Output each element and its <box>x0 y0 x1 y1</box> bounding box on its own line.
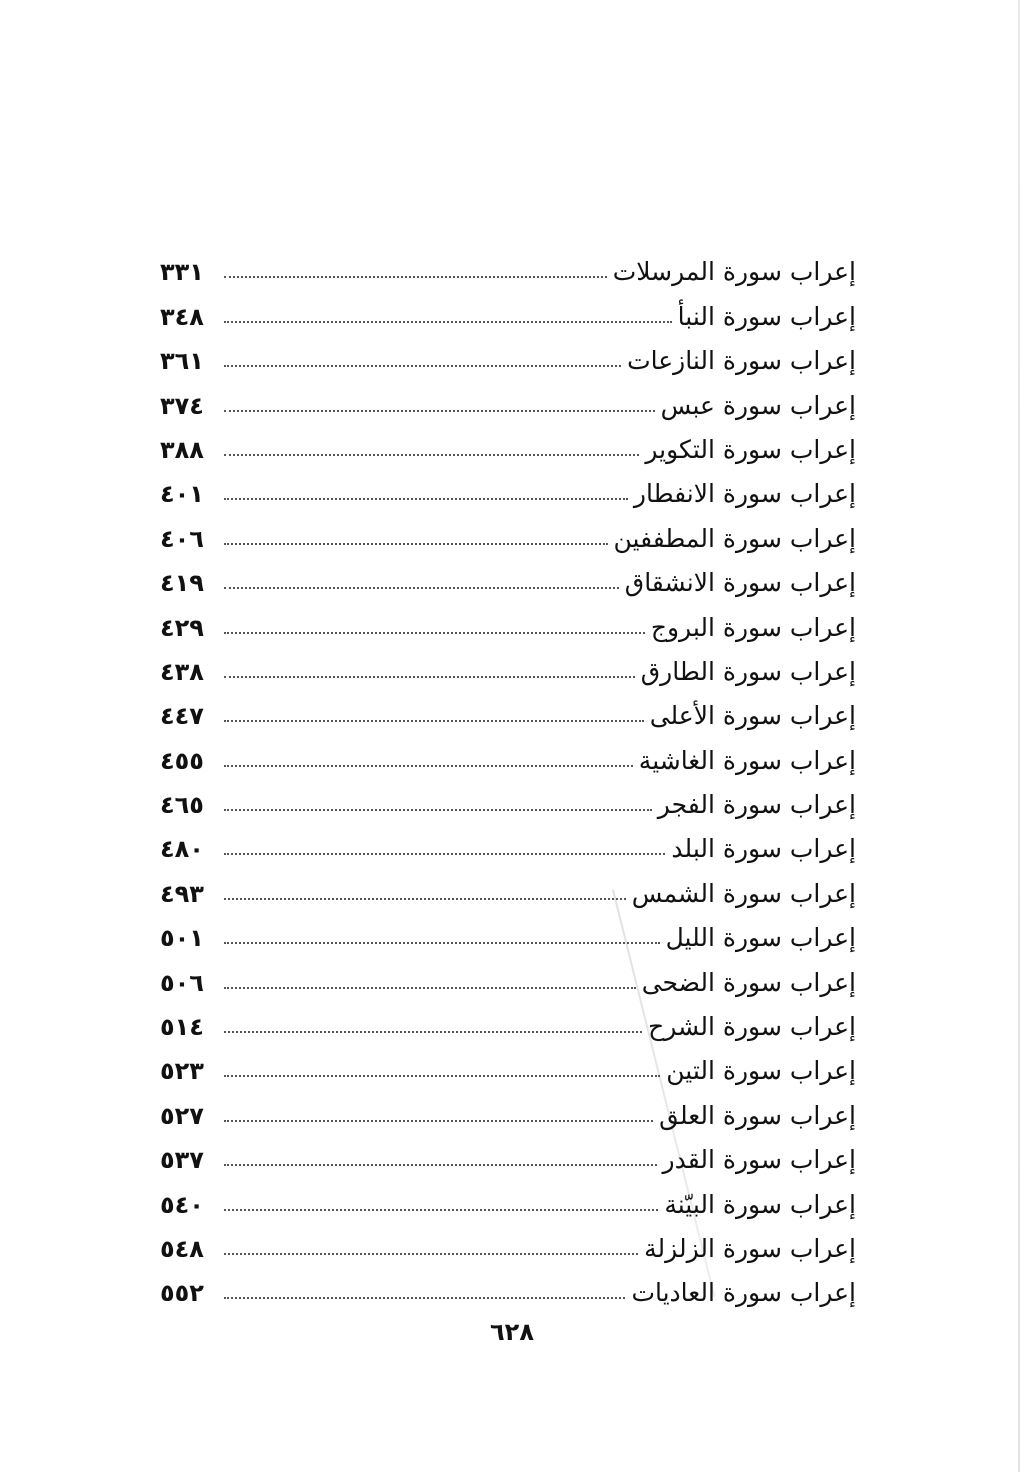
toc-entry <box>160 954 856 998</box>
toc-leader-dots <box>224 1030 642 1033</box>
toc-entry-title: إعراب سورة البيّنة <box>664 1189 856 1219</box>
toc-leader-dots <box>224 631 645 634</box>
toc-entry-title: إعراب سورة العاديات <box>631 1278 856 1308</box>
toc-leader-dots <box>224 497 628 500</box>
toc-entry-page: ٤٦٥ <box>160 791 204 820</box>
toc-entry <box>160 732 856 776</box>
toc-leader-dots <box>224 808 652 811</box>
toc-entry-page: ٤٨٠ <box>160 835 204 864</box>
toc-entry-page: ٣٨٨ <box>160 435 204 464</box>
toc-entry <box>160 777 856 821</box>
toc-entry <box>160 1132 856 1176</box>
toc-entry <box>160 688 856 732</box>
toc-entry <box>160 555 856 599</box>
toc-entry <box>160 1265 856 1309</box>
toc-entry-title: إعراب سورة الشمس <box>631 878 856 908</box>
toc-entry <box>160 333 856 377</box>
toc-leader-dots <box>224 1074 660 1077</box>
toc-leader-dots <box>224 275 607 278</box>
toc-entry-page: ٣٦١ <box>160 347 204 376</box>
toc-entry <box>160 644 856 688</box>
toc-entry-page: ٤٢٩ <box>160 613 204 642</box>
toc-entry-page: ٤٠٦ <box>160 524 204 553</box>
toc-leader-dots <box>224 586 619 589</box>
toc-entry-page: ٥٤٨ <box>160 1234 204 1263</box>
toc-entry <box>160 466 856 510</box>
toc-entry <box>160 377 856 421</box>
toc-leader-dots <box>224 764 633 767</box>
toc-entry-page: ٤٣٨ <box>160 657 204 686</box>
table-of-contents <box>160 244 856 1309</box>
toc-entry-title: إعراب سورة القدر <box>662 1145 856 1175</box>
toc-entry <box>160 1176 856 1220</box>
toc-leader-dots <box>224 1252 638 1255</box>
toc-entry <box>160 821 856 865</box>
toc-leader-dots <box>224 719 644 722</box>
toc-entry-page: ٣٣١ <box>160 258 204 287</box>
toc-entry <box>160 288 856 332</box>
toc-entry <box>160 510 856 554</box>
toc-entry-page: ٤١٩ <box>160 569 204 598</box>
toc-entry-page: ٥٤٠ <box>160 1190 204 1219</box>
toc-leader-dots <box>224 364 621 367</box>
toc-entry <box>160 1221 856 1265</box>
toc-leader-dots <box>224 1296 625 1299</box>
toc-entry <box>160 865 856 909</box>
toc-entry-title: إعراب سورة المرسلات <box>612 257 856 287</box>
toc-entry-title: إعراب سورة الشرح <box>648 1012 856 1042</box>
toc-entry-title: إعراب سورة الانفطار <box>633 479 856 509</box>
toc-leader-dots <box>224 986 636 989</box>
toc-entry-title: إعراب سورة النبأ <box>677 301 856 331</box>
toc-entry-page: ٤٠١ <box>160 480 204 509</box>
toc-entry-title: إعراب سورة المطففين <box>613 523 856 553</box>
toc-leader-dots <box>224 1119 653 1122</box>
toc-entry-page: ٤٤٧ <box>160 702 204 731</box>
toc-entry-page: ٤٥٥ <box>160 746 204 775</box>
toc-leader-dots <box>224 897 626 900</box>
toc-leader-dots <box>224 453 639 456</box>
toc-entry-page: ٥١٤ <box>160 1013 204 1042</box>
toc-entry-title: إعراب سورة العلق <box>659 1100 856 1130</box>
toc-entry-title: إعراب سورة التكوير <box>645 434 856 464</box>
toc-entry <box>160 910 856 954</box>
toc-entry-page: ٥٠١ <box>160 924 204 953</box>
toc-entry-page: ٣٤٨ <box>160 302 204 331</box>
toc-entry-page: ٥٢٣ <box>160 1057 204 1086</box>
toc-leader-dots <box>224 320 672 323</box>
toc-entry <box>160 1043 856 1087</box>
toc-entry-title: إعراب سورة البلد <box>671 834 856 864</box>
toc-entry-title: إعراب سورة التين <box>666 1056 856 1086</box>
toc-entry-title: إعراب سورة الضحى <box>641 967 856 997</box>
toc-entry-title: إعراب سورة الطارق <box>640 656 856 686</box>
toc-entry-title: إعراب سورة عبس <box>660 390 856 420</box>
page-edge-line <box>1018 0 1020 1472</box>
toc-entry <box>160 599 856 643</box>
page-number: ٦٢٨ <box>490 1318 534 1346</box>
toc-leader-dots <box>224 852 665 855</box>
toc-entry-title: إعراب سورة الزلزلة <box>644 1233 856 1263</box>
toc-leader-dots <box>224 1208 658 1211</box>
toc-entry-page: ٥٥٢ <box>160 1279 204 1308</box>
toc-entry-title: إعراب سورة الأعلى <box>649 701 856 731</box>
toc-entry-title: إعراب سورة الغاشية <box>638 745 856 775</box>
toc-entry <box>160 422 856 466</box>
toc-entry-title: إعراب سورة البروج <box>650 612 856 642</box>
toc-entry-title: إعراب سورة الليل <box>665 923 856 953</box>
toc-leader-dots <box>224 675 635 678</box>
toc-leader-dots <box>224 542 608 545</box>
toc-entry <box>160 1087 856 1131</box>
toc-leader-dots <box>224 941 660 944</box>
toc-entry-title: إعراب سورة الفجر <box>657 790 856 820</box>
toc-entry <box>160 999 856 1043</box>
toc-leader-dots <box>224 1163 657 1166</box>
toc-entry <box>160 244 856 288</box>
toc-entry-page: ٥٠٦ <box>160 968 204 997</box>
toc-entry-page: ٥٣٧ <box>160 1146 204 1175</box>
toc-entry-title: إعراب سورة النازعات <box>627 346 856 376</box>
toc-entry-title: إعراب سورة الانشقاق <box>624 568 856 598</box>
toc-entry-page: ٤٩٣ <box>160 879 204 908</box>
toc-entry-page: ٣٧٤ <box>160 391 204 420</box>
toc-entry-page: ٥٢٧ <box>160 1101 204 1130</box>
toc-leader-dots <box>224 409 655 412</box>
